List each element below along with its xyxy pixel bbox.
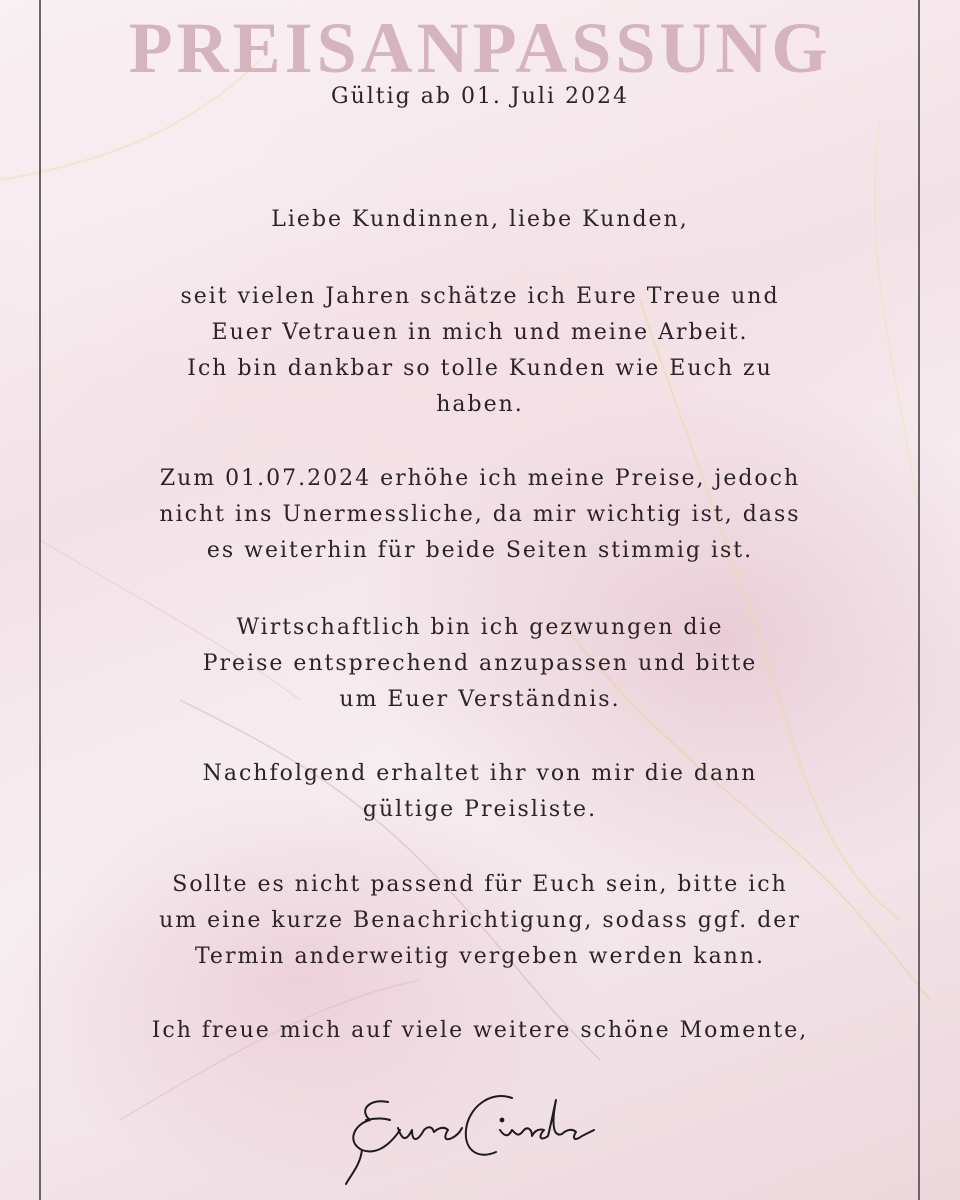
letter-paragraph-thanks: seit vielen Jahren schätze ich Eure Treue und Euer Vetrauen in mich und meine Arbeit. Ich bin dankbar so tolle Kunden wie Euch zu haben. [180, 284, 780, 417]
frame-border-right [918, 0, 920, 1200]
page-title: PREISANPASSUNG [128, 8, 832, 88]
letter-paragraph-notice: Sollte es nicht passend für Euch sein, bitte ich um eine kurze Benachrichtigung, sodass ggf. der Termin anderweitig vergeben werden kann. [159, 872, 801, 969]
letter-closing: Ich freue mich auf viele weitere schöne Momente, [151, 1018, 809, 1043]
letter-paragraph-economic: Wirtschaftlich bin ich gezwungen die Preise entsprechend anzupassen und bitte um Euer Verständnis. [202, 615, 758, 712]
frame-border-left [39, 0, 41, 1200]
validity-date: Gültig ab 01. Juli 2024 [331, 84, 629, 109]
letter-paragraph-price-list: Nachfolgend erhaltet ihr von mir die dann gültige Preisliste. [202, 761, 758, 822]
marble-vein [875, 120, 920, 520]
letter-paragraph-price-increase: Zum 01.07.2024 erhöhe ich meine Preise, jedoch nicht ins Unermessliche, da mir wichtig ist, dass es weiterhin für beide Seiten stimmig ist. [159, 466, 801, 563]
letter-greeting: Liebe Kundinnen, liebe Kunden, [271, 207, 689, 232]
signature-eure-cinda [340, 1080, 630, 1190]
